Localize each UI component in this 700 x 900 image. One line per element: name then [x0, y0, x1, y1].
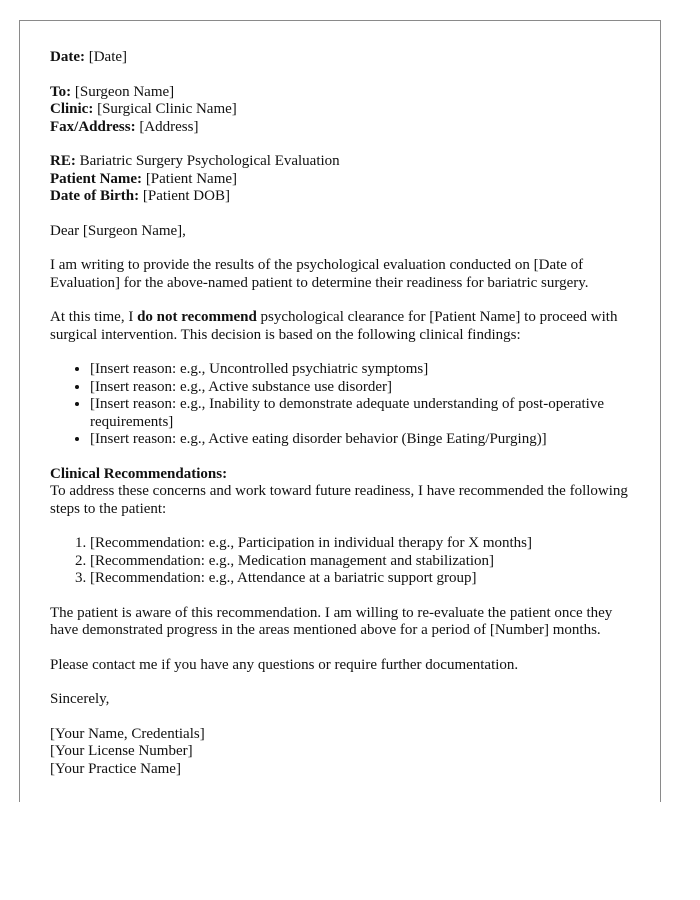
signature-license: [Your License Number] [50, 743, 193, 759]
decision-text-after: psychological clearance for [Patient Name] to proceed with surgical intervention. This decision is based on the following clinical findings: [50, 309, 618, 343]
signature-practice: [Your Practice Name] [50, 760, 181, 777]
letter-page [19, 20, 661, 802]
intro-paragraph: I am writing to provide the results of the psychological evaluation conducted on [Date of Evaluation] for the above-named patient to determine their readiness for bariatric surgery. [50, 257, 589, 291]
salutation: Dear [Surgeon Name], [50, 222, 186, 239]
recommendations-section [50, 466, 630, 588]
clinic-label: Clinic: [50, 101, 94, 117]
decision-paragraph [50, 309, 630, 344]
to-line [50, 84, 630, 102]
patient-line [50, 171, 630, 189]
patient-value: [Patient Name] [145, 170, 238, 187]
contact-paragraph: Please contact me if you have any questions or require further documentation. [50, 656, 519, 673]
date-line [50, 49, 630, 67]
recipient-block [50, 84, 630, 137]
findings-list [50, 361, 630, 449]
re-line [50, 153, 630, 171]
re-block [50, 153, 630, 206]
fax-line [50, 119, 630, 137]
to-value: [Surgeon Name] [74, 83, 175, 100]
awareness-paragraph: The patient is aware of this recommendation. I am willing to re-evaluate the patient once they have demonstrated progress in the areas mentioned above for a period of [Number] months. [50, 604, 613, 638]
clinic-value: [Surgical Clinic Name] [97, 101, 237, 117]
date-value: [Date] [88, 49, 128, 65]
closing: Sincerely, [50, 691, 110, 707]
dob-label: Date of Birth: [50, 188, 140, 204]
dob-line [50, 188, 630, 206]
dob-value: [Patient DOB] [142, 188, 230, 204]
patient-label: Patient Name: [50, 170, 143, 187]
recommendation-item: 1. [Recommendation: e.g., Participation in individual therapy for X months] [90, 535, 630, 553]
signature-block [50, 726, 630, 779]
finding-item: • [Insert reason: e.g., Active eating disorder behavior (Binge Eating/Purging)] [90, 431, 630, 449]
recommendations-heading: Clinical Recommendations: [50, 465, 228, 482]
recommendations-list [50, 535, 630, 588]
finding-item: • [Insert reason: e.g., Inability to demonstrate adequate understanding of post-operative requirements] [90, 396, 630, 431]
finding-item: • [Insert reason: e.g., Active substance use disorder] [90, 379, 630, 397]
re-label: RE: [50, 153, 76, 169]
finding-item: • [Insert reason: e.g., Uncontrolled psychiatric symptoms] [90, 361, 630, 379]
re-value: Bariatric Surgery Psychological Evaluation [79, 153, 340, 169]
to-label: To: [50, 83, 72, 100]
clinic-line [50, 101, 630, 119]
recommendations-intro: To address these concerns and work toward future readiness, I have recommended the following steps to the patient: [50, 483, 628, 517]
fax-label: Fax/Address: [50, 118, 136, 135]
date-label: Date: [50, 49, 85, 65]
recommendation-item: 2. [Recommendation: e.g., Medication management and stabilization] [90, 553, 630, 571]
decision-text-before: At this time, I [50, 309, 138, 325]
signature-name: [Your Name, Credentials] [50, 725, 205, 742]
recommendation-item: 3. [Recommendation: e.g., Attendance at a bariatric support group] [90, 570, 630, 588]
fax-value: [Address] [139, 118, 199, 135]
decision-text-bold: do not recommend [137, 309, 257, 325]
